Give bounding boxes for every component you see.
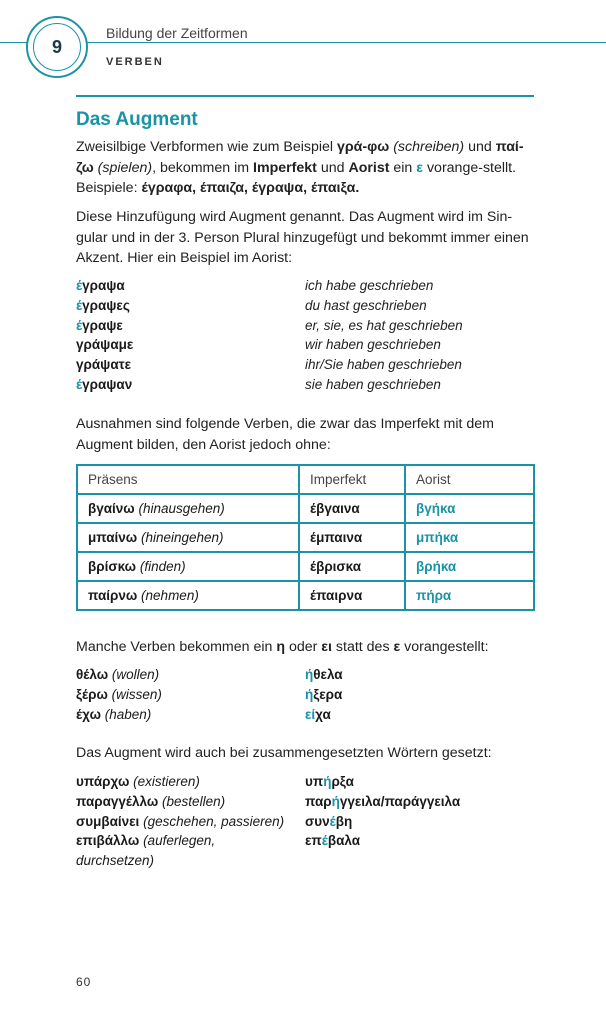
list-item: έγραψες du hast geschrieben (76, 297, 427, 313)
aorist-example-list (76, 276, 536, 395)
column-header-aorist: Aorist (405, 465, 534, 494)
list-item: γράψαμε wir haben geschrieben (76, 337, 441, 353)
list-item: υπάρχω (existieren) υπήρξα (76, 774, 354, 789)
exceptions-paragraph: Ausnahmen sind folgende Verben, die zwar das Imperfekt mit dem Augment bilden, den Aorist jedoch ohne: (76, 416, 494, 453)
table-row: βγαίνω (hinausgehen) έβγαινα βγήκα (77, 494, 534, 523)
table-row: παίρνω (nehmen) έπαιρνα πήρα (77, 581, 534, 610)
compound-paragraph: Das Augment wird auch bei zusammengesetzten Wörtern gesetzt: (76, 745, 492, 761)
chapter-title: Bildung der Zeitformen (106, 25, 248, 41)
table-header-row (77, 465, 534, 494)
section-label: VERBEN (106, 56, 164, 68)
list-item: έγραψαν sie haben geschrieben (76, 376, 441, 392)
page-number: 60 (76, 975, 92, 989)
section-heading: Das Augment (76, 109, 198, 130)
list-item: έγραψε er, sie, es hat geschrieben (76, 317, 463, 333)
column-header-present: Präsens (77, 465, 299, 494)
list-item: γράψατε ihr/Sie haben geschrieben (76, 357, 462, 373)
list-item: θέλω (wollen) ήθελα (76, 667, 343, 682)
list-item: συμβαίνει (geschehen, passieren) συνέβη (76, 813, 353, 829)
table-row: μπαίνω (hineingehen) έμπαινα μπήκα (77, 523, 534, 552)
chapter-number: 9 (33, 23, 81, 71)
compound-example-list (76, 772, 536, 871)
augment-exceptions-table (76, 464, 535, 611)
list-item: ξέρω (wissen) ήξερα (76, 686, 343, 702)
heading-rule (76, 95, 534, 97)
eta-paragraph: Manche Verben bekommen ein η oder ει statt des ε vorangestellt: (76, 639, 489, 655)
eta-example-list (76, 665, 536, 724)
list-item: έγραψα ich habe geschrieben (76, 278, 434, 293)
intro-paragraph-2: Diese Hinzufügung wird Augment genannt. Das Augment wird im Sin-gular und in der 3. Person Plural hinzugefügt und bekommt immer einen Akzent. Hier ein Beispiel im Aorist: (76, 209, 529, 266)
chapter-badge (26, 16, 88, 78)
list-item: επιβάλλω (auferlegen, durchsetzen) επέβαλα (76, 833, 361, 869)
table-row: βρίσκω (finden) έβρισκα βρήκα (77, 552, 534, 581)
list-item: παραγγέλλω (bestellen) παρήγγειλα/παράγγειλα (76, 793, 461, 809)
list-item: έχω (haben) είχα (76, 706, 331, 722)
header-rule (0, 42, 606, 43)
column-header-imperfect: Imperfekt (299, 465, 405, 494)
intro-paragraph-1: Zweisilbige Verbformen wie zum Beispiel γρά-φω (schreiben) und παί-ζω (spielen), bekommen im Imperfekt und Aorist ein ε vorange-stellt. Beispiele: έγραφα, έπαιζα, έγραψα, έπαιξα. (76, 139, 524, 196)
